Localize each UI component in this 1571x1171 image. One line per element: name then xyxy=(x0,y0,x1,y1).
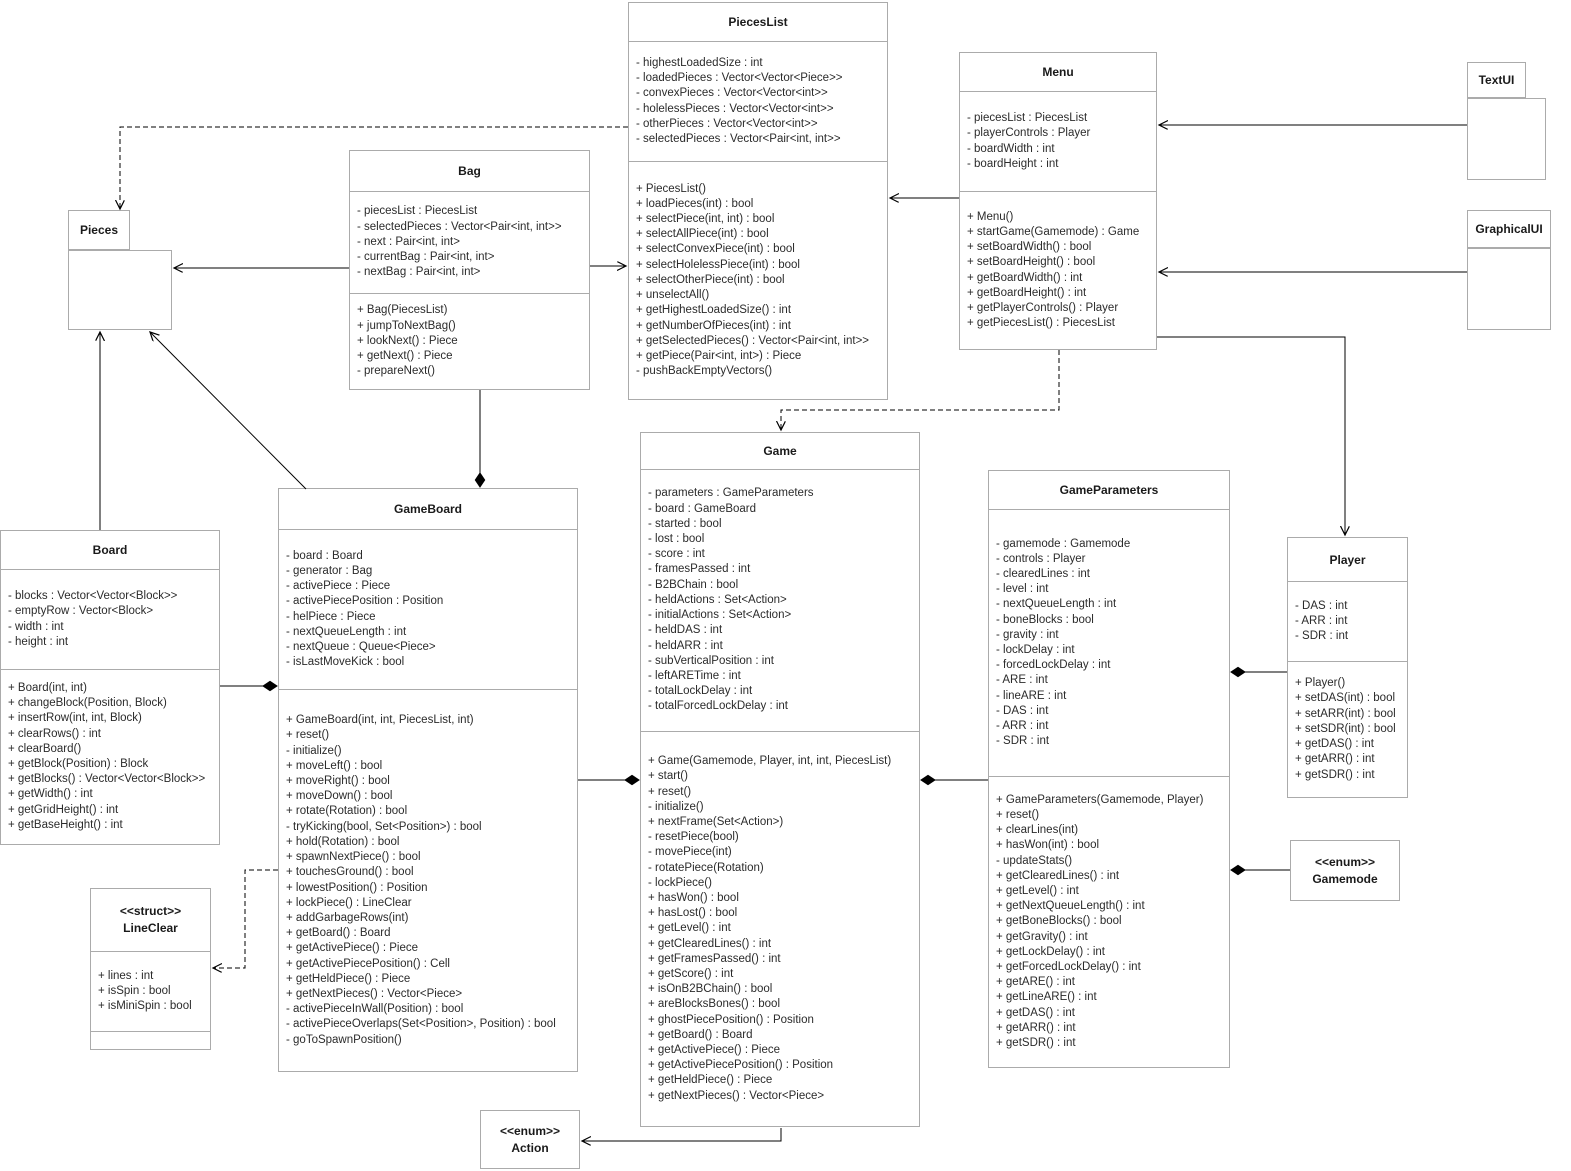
member-row: - otherPieces : Vector<Vector<int>> xyxy=(636,117,818,130)
member-row: - selectedPieces : Vector<Pair<int, int>> xyxy=(636,132,841,145)
member-row: - lockDelay : int xyxy=(996,644,1075,656)
member-row: + getScore() : int xyxy=(648,968,734,980)
member-row: + getBoardWidth() : int xyxy=(967,271,1083,284)
package-body-graphicalui xyxy=(1467,248,1551,330)
member-row: + isMiniSpin : bool xyxy=(98,1000,192,1013)
member-row: - gamemode : Gamemode xyxy=(996,537,1131,550)
member-row: + reset() xyxy=(286,729,330,742)
member-row: - ARR : int xyxy=(996,720,1049,733)
member-row: - nextQueue : Queue<Piece> xyxy=(286,640,436,653)
member-row: + isOnB2BChain() : bool xyxy=(648,983,773,996)
member-row: - totalForcedLockDelay : int xyxy=(648,700,788,713)
member-row: - nextBag : Pair<int, int> xyxy=(357,266,481,279)
enum-name-label: Action xyxy=(511,1140,549,1155)
attributes-compartment xyxy=(91,951,210,1031)
member-row: + clearBoard() xyxy=(8,742,82,755)
member-row: - clearedLines : int xyxy=(996,567,1090,580)
member-row: - initialize() xyxy=(286,744,342,757)
member-row: + lookNext() : Piece xyxy=(357,334,458,347)
member-row: - piecesList : PiecesList xyxy=(967,112,1088,125)
member-row: + unselectAll() xyxy=(636,289,710,302)
member-row: + getNumberOfPieces(int) : int xyxy=(636,319,791,332)
member-row: + getActivePiecePosition() : Position xyxy=(648,1059,834,1072)
connector-gameboard-pieces xyxy=(150,332,306,489)
member-row: + lowestPosition() : Position xyxy=(286,881,428,894)
methods-compartment xyxy=(1288,661,1407,797)
member-row: + jumpToNextBag() xyxy=(357,319,456,332)
member-row: - parameters : GameParameters xyxy=(648,487,814,500)
class-box-player xyxy=(1287,537,1408,798)
member-row: + selectPiece(int, int) : bool xyxy=(636,213,775,226)
member-row: + getWidth() : int xyxy=(8,788,93,801)
member-row: - boneBlocks : bool xyxy=(996,613,1094,626)
member-row: - resetPiece(bool) xyxy=(648,831,739,844)
member-row: + getLineARE() : int xyxy=(996,991,1097,1004)
member-row: + setBoardHeight() : bool xyxy=(967,256,1096,269)
member-row: + lockPiece() : LineClear xyxy=(286,896,412,909)
member-row: - activePiece : Piece xyxy=(286,580,391,593)
stereotype-label: <<enum>> xyxy=(1314,854,1376,869)
member-row: + getBoardHeight() : int xyxy=(967,286,1087,299)
member-row: - height : int xyxy=(8,635,69,648)
package-name-label: GraphicalUI xyxy=(1475,222,1543,236)
methods-compartment xyxy=(629,161,887,399)
member-row: - width : int xyxy=(8,620,64,633)
class-box-board xyxy=(0,530,220,845)
member-row: - generator : Bag xyxy=(286,564,373,577)
member-row: - initialActions : Set<Action> xyxy=(648,609,792,622)
member-row: + getActivePiece() : Piece xyxy=(648,1044,780,1057)
member-row: + getPiece(Pair<int, int>) : Piece xyxy=(636,349,802,362)
member-row: + getHeldPiece() : Piece xyxy=(286,972,411,985)
class-title: Menu xyxy=(1042,65,1074,79)
stereotype-label: <<enum>> xyxy=(499,1123,561,1138)
member-row: + getGridHeight() : int xyxy=(8,803,119,816)
member-row: + startGame(Gamemode) : Game xyxy=(967,225,1140,238)
member-row: + clearRows() : int xyxy=(8,727,101,740)
member-row: + getBoneBlocks() : bool xyxy=(996,915,1122,928)
member-row: - activePiecePosition : Position xyxy=(286,595,444,608)
methods-compartment xyxy=(989,776,1229,1067)
member-row: + selectOtherPiece(int) : bool xyxy=(636,273,785,286)
member-row: - leftARETime : int xyxy=(648,669,741,682)
member-row: + getActivePiece() : Piece xyxy=(286,942,418,955)
member-row: + setSDR(int) : bool xyxy=(1295,722,1396,735)
member-row: + start() xyxy=(648,770,688,783)
member-row: + Menu() xyxy=(967,210,1014,223)
member-row: + spawnNextPiece() : bool xyxy=(286,851,421,864)
member-row: + moveRight() : bool xyxy=(286,775,390,788)
member-row: - SDR : int xyxy=(1295,630,1349,643)
attributes-compartment xyxy=(960,91,1156,191)
member-row: - board : Board xyxy=(286,549,363,562)
package-tab-graphicalui xyxy=(1467,210,1551,248)
member-row: + GameBoard(int, int, PiecesList, int) xyxy=(286,714,474,727)
attributes-compartment xyxy=(279,529,577,689)
member-row: - framesPassed : int xyxy=(648,563,751,576)
member-row: + setDAS(int) : bool xyxy=(1295,692,1396,705)
member-row: + moveDown() : bool xyxy=(286,790,393,803)
member-row: + getLevel() : int xyxy=(996,884,1079,897)
member-row: + Board(int, int) xyxy=(8,681,87,694)
member-row: + hasLost() : bool xyxy=(648,907,738,920)
member-row: + getBoard() : Board xyxy=(648,1028,753,1041)
connector-game-action xyxy=(582,1128,781,1141)
member-row: - prepareNext() xyxy=(357,365,435,378)
class-box-lineclear xyxy=(90,888,211,1050)
package-body-pieces xyxy=(68,250,172,330)
member-row: + getSDR() : int xyxy=(1295,768,1375,781)
member-row: + setARR(int) : bool xyxy=(1295,707,1396,720)
member-row: - lineARE : int xyxy=(996,689,1067,702)
member-row: - nextQueueLength : int xyxy=(286,625,407,638)
package-name-label: TextUI xyxy=(1478,73,1515,87)
member-row: - ARE : int xyxy=(996,674,1048,687)
member-row: + Bag(PiecesList) xyxy=(357,304,448,317)
enum-box-action xyxy=(480,1110,580,1169)
member-row: - heldDAS : int xyxy=(648,624,723,637)
methods-compartment xyxy=(1,669,219,844)
member-row: - boardWidth : int xyxy=(967,142,1055,155)
class-box-menu xyxy=(959,52,1157,350)
class-title: Bag xyxy=(458,164,481,178)
member-row: - blocks : Vector<Vector<Block>> xyxy=(8,590,178,603)
member-row: - subVerticalPosition : int xyxy=(648,654,774,667)
member-row: + setBoardWidth() : bool xyxy=(967,241,1092,254)
package-tab-pieces xyxy=(68,210,130,250)
member-row: + reset() xyxy=(648,785,692,798)
member-row: - tryKicking(bool, Set<Position>) : bool xyxy=(286,820,482,833)
enum-box-gamemode xyxy=(1290,840,1400,901)
attributes-compartment xyxy=(629,41,887,161)
member-row: + PiecesList() xyxy=(636,182,706,195)
member-row: + changeBlock(Position, Block) xyxy=(8,697,167,710)
member-row: + getClearedLines() : int xyxy=(996,869,1120,882)
class-box-game xyxy=(640,432,920,1127)
member-row: - board : GameBoard xyxy=(648,502,757,515)
member-row: + getLockDelay() : int xyxy=(996,945,1105,958)
member-row: + getNextQueueLength() : int xyxy=(996,900,1145,913)
class-box-pieceslist xyxy=(628,2,888,400)
class-title: Board xyxy=(92,543,128,557)
member-row: + getForcedLockDelay() : int xyxy=(996,961,1141,973)
member-row: - emptyRow : Vector<Block> xyxy=(8,605,154,618)
member-row: - currentBag : Pair<int, int> xyxy=(357,251,495,264)
member-row: - B2BChain : bool xyxy=(648,578,739,591)
member-row: + getSelectedPieces() : Vector<Pair<int, int>> xyxy=(636,334,870,347)
class-name-label: LineClear xyxy=(123,921,178,935)
member-row: - updateStats() xyxy=(996,854,1073,867)
member-row: + getBlock(Position) : Block xyxy=(8,758,149,770)
member-row: - controls : Player xyxy=(996,552,1086,565)
methods-compartment xyxy=(91,1031,210,1049)
member-row: - lockPiece() xyxy=(648,876,712,889)
member-row: + ghostPiecePosition() : Position xyxy=(648,1013,814,1026)
member-row: - convexPieces : Vector<Vector<int>> xyxy=(636,87,828,100)
attributes-compartment xyxy=(1,569,219,669)
class-title: GameBoard xyxy=(393,502,463,516)
member-row: + areBlocksBones() : bool xyxy=(648,998,780,1011)
member-row: - heldARR : int xyxy=(648,639,723,652)
methods-compartment xyxy=(641,731,919,1126)
member-row: - loadedPieces : Vector<Vector<Piece>> xyxy=(636,72,843,85)
package-name-label: Pieces xyxy=(79,223,119,237)
class-title: Game xyxy=(763,444,797,458)
member-row: - helPiece : Piece xyxy=(286,610,376,623)
class-box-gameparameters xyxy=(988,470,1230,1068)
member-row: + addGarbageRows(int) xyxy=(286,911,409,924)
member-row: + getBoard() : Board xyxy=(286,927,391,940)
member-row: + selectConvexPiece(int) : bool xyxy=(636,243,795,256)
methods-compartment xyxy=(279,689,577,1071)
member-row: + loadPieces(int) : bool xyxy=(636,197,754,210)
class-title xyxy=(91,889,210,951)
member-row: + getHeldPiece() : Piece xyxy=(648,1074,773,1087)
member-row: + hold(Rotation) : bool xyxy=(286,835,400,848)
member-row: + nextFrame(Set<Action>) xyxy=(648,815,784,828)
member-row: + clearLines(int) xyxy=(996,824,1079,837)
attributes-compartment xyxy=(1288,581,1407,661)
member-row: - movePiece(int) xyxy=(648,846,732,859)
member-row: + getSDR() : int xyxy=(996,1037,1076,1050)
member-row: + getClearedLines() : int xyxy=(648,937,772,950)
member-row: + getFramesPassed() : int xyxy=(648,952,781,965)
member-row: - pushBackEmptyVectors() xyxy=(636,365,773,378)
member-row: + getARR() : int xyxy=(996,1021,1076,1034)
class-title: GameParameters xyxy=(1059,483,1159,497)
class-box-gameboard xyxy=(278,488,578,1072)
member-row: + Game(Gamemode, Player, int, int, PiecesList) xyxy=(648,755,892,768)
member-row: - ARR : int xyxy=(1295,614,1348,627)
member-row: + getPiecesList() : PiecesList xyxy=(967,317,1115,330)
member-row: + getActivePiecePosition() : Cell xyxy=(286,957,450,970)
member-row: + selectHolelessPiece(int) : bool xyxy=(636,258,800,271)
member-row: - DAS : int xyxy=(1295,599,1348,612)
member-row: + getHighestLoadedSize() : int xyxy=(636,304,792,317)
member-row: + insertRow(int, int, Block) xyxy=(8,712,142,725)
member-row: + getARR() : int xyxy=(1295,753,1375,766)
member-row: + moveLeft() : bool xyxy=(286,759,383,772)
member-row: - rotatePiece(Rotation) xyxy=(648,861,764,874)
package-body-textui xyxy=(1467,98,1546,180)
member-row: + getNextPieces() : Vector<Piece> xyxy=(286,987,463,1000)
member-row: + GameParameters(Gamemode, Player) xyxy=(996,793,1204,806)
member-row: - SDR : int xyxy=(996,735,1050,748)
member-row: - selectedPieces : Vector<Pair<int, int>> xyxy=(357,220,562,233)
member-row: - goToSpawnPosition() xyxy=(286,1033,402,1046)
member-row: + hasWon(int) : bool xyxy=(996,839,1100,852)
member-row: - activePieceInWall(Position) : bool xyxy=(286,1003,464,1016)
member-row: - isLastMoveKick : bool xyxy=(286,656,405,669)
member-row: - score : int xyxy=(648,548,705,561)
member-row: + getNext() : Piece xyxy=(357,350,453,363)
member-row: - boardHeight : int xyxy=(967,157,1059,170)
member-row: + Player() xyxy=(1295,677,1346,690)
attributes-compartment xyxy=(350,191,589,293)
member-row: + rotate(Rotation) : bool xyxy=(286,805,408,818)
member-row: + getGravity() : int xyxy=(996,930,1088,943)
member-row: - initialize() xyxy=(648,800,704,813)
member-row: - forcedLockDelay : int xyxy=(996,659,1111,672)
member-row: - piecesList : PiecesList xyxy=(357,205,478,218)
member-row: - holelessPieces : Vector<Vector<int>> xyxy=(636,102,834,115)
member-row: + reset() xyxy=(996,808,1040,821)
member-row: + getDAS() : int xyxy=(996,1006,1075,1019)
connector-gameboard-lineclear-dependency xyxy=(213,870,278,968)
member-row: + getPlayerControls() : Player xyxy=(967,301,1119,314)
class-box-bag xyxy=(349,150,590,390)
methods-compartment xyxy=(350,293,589,389)
member-row: - gravity : int xyxy=(996,628,1059,641)
member-row: - lost : bool xyxy=(648,533,705,546)
member-row: - heldActions : Set<Action> xyxy=(648,593,787,606)
member-row: + touchesGround() : bool xyxy=(286,866,414,879)
enum-name-label: Gamemode xyxy=(1312,871,1378,886)
stereotype-label: <<struct>> xyxy=(119,904,182,918)
member-row: - nextQueueLength : int xyxy=(996,598,1117,611)
member-row: + getNextPieces() : Vector<Piece> xyxy=(648,1089,825,1102)
methods-compartment xyxy=(960,191,1156,349)
member-row: - totalLockDelay : int xyxy=(648,685,753,698)
attributes-compartment xyxy=(641,469,919,731)
member-row: - highestLoadedSize : int xyxy=(636,56,763,69)
member-row: + lines : int xyxy=(98,969,154,982)
package-tab-textui xyxy=(1467,62,1526,98)
member-row: + selectAllPiece(int) : bool xyxy=(636,228,769,241)
member-row: - playerControls : Player xyxy=(967,127,1091,140)
member-row: + isSpin : bool xyxy=(98,984,171,997)
member-row: + getLevel() : int xyxy=(648,922,731,935)
attributes-compartment xyxy=(989,509,1229,776)
member-row: - level : int xyxy=(996,583,1049,596)
member-row: + getBlocks() : Vector<Vector<Block>> xyxy=(8,773,206,786)
member-row: - started : bool xyxy=(648,517,722,530)
member-row: - DAS : int xyxy=(996,704,1049,717)
member-row: + getARE() : int xyxy=(996,976,1075,989)
class-title: PiecesList xyxy=(728,15,788,29)
class-title: Player xyxy=(1329,552,1366,567)
member-row: - next : Pair<int, int> xyxy=(357,235,460,248)
member-row: + getBaseHeight() : int xyxy=(8,818,123,831)
member-row: - activePieceOverlaps(Set<Position>, Position) : bool xyxy=(286,1018,556,1031)
member-row: + getDAS() : int xyxy=(1295,738,1374,751)
member-row: + hasWon() : bool xyxy=(648,891,739,904)
